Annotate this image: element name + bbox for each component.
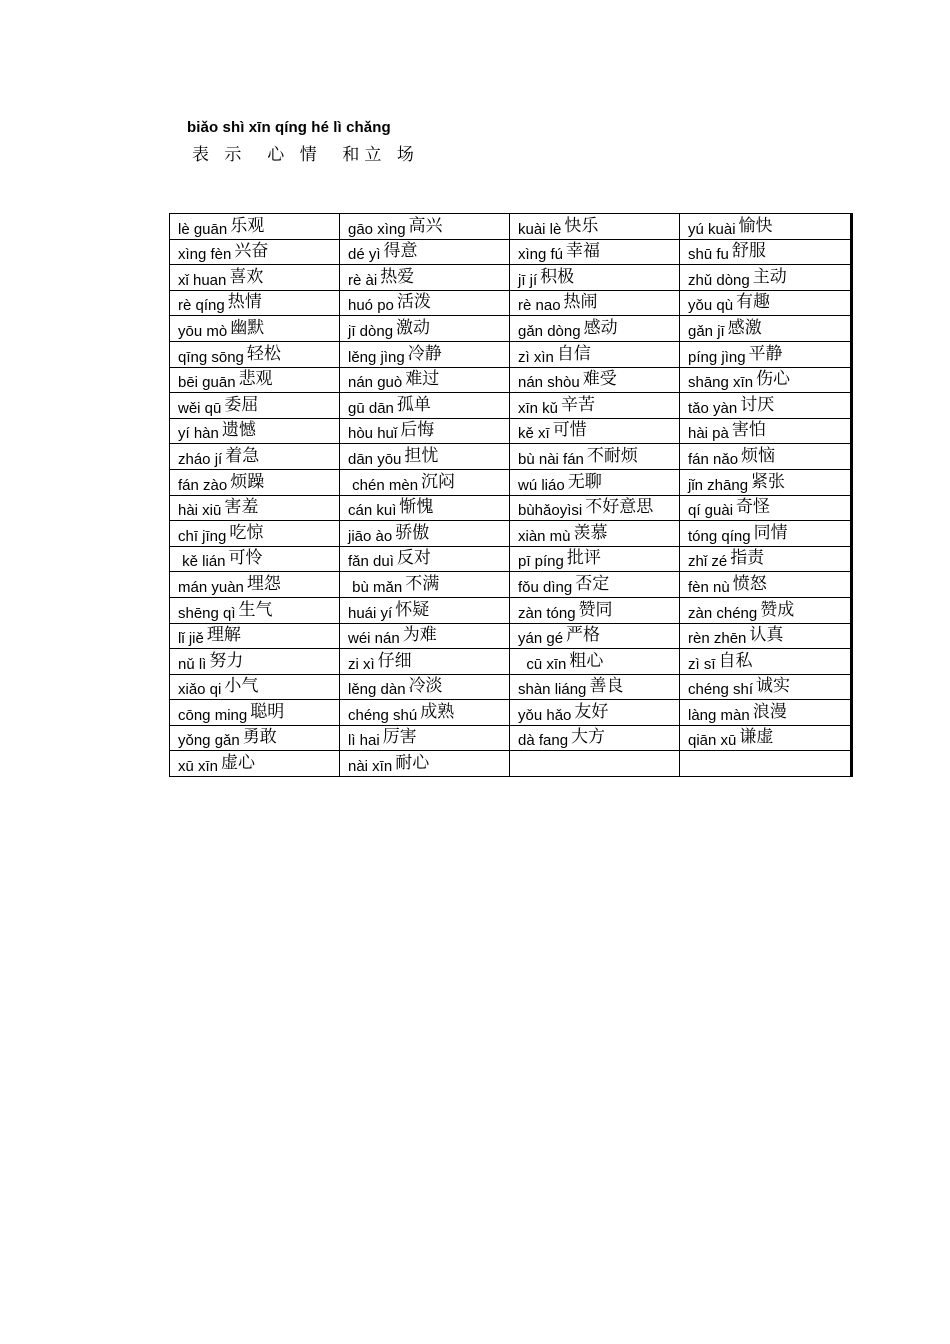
word-pinyin: zhǐ zé	[688, 553, 728, 571]
vocab-cell	[170, 546, 340, 572]
word-pinyin: xìng fèn	[178, 246, 232, 264]
word-hanzi: 赞同	[578, 599, 613, 620]
word-hanzi: 赞成	[760, 599, 795, 620]
word-hanzi: 愤怒	[732, 573, 767, 594]
word-hanzi: 不好意思	[585, 497, 654, 518]
word-pinyin: zì xìn	[518, 348, 554, 366]
vocab-cell	[340, 674, 510, 700]
word-pinyin: shū fu	[688, 246, 729, 264]
word-pinyin: rè nao	[518, 297, 561, 315]
word-pinyin: shàn liáng	[518, 681, 587, 699]
word-pinyin: huái yí	[348, 604, 393, 622]
vocab-cell	[680, 393, 852, 419]
word-pinyin: gāo xìng	[348, 220, 406, 238]
table-row	[170, 290, 852, 316]
vocab-cell	[680, 751, 852, 777]
word-hanzi: 平静	[748, 343, 783, 364]
word-hanzi: 委屈	[224, 394, 259, 415]
word-pinyin: bēi guān	[178, 374, 236, 392]
word-hanzi: 自私	[718, 650, 753, 671]
word-pinyin: jǐn zhāng	[688, 476, 749, 494]
vocab-cell	[340, 495, 510, 521]
vocab-cell	[680, 469, 852, 495]
word-pinyin: yōu mò	[178, 322, 228, 340]
word-pinyin: làng màn	[688, 706, 750, 724]
word-hanzi: 担忧	[404, 445, 439, 466]
word-hanzi: 活泼	[396, 292, 431, 313]
word-pinyin: chéng shí	[688, 681, 754, 699]
vocab-cell	[680, 597, 852, 623]
vocab-cell	[340, 418, 510, 444]
word-hanzi: 诚实	[756, 676, 791, 697]
word-hanzi: 奇怪	[736, 497, 771, 518]
word-hanzi: 惭愧	[399, 497, 434, 518]
word-pinyin: jiāo ào	[348, 527, 393, 545]
table-row	[170, 239, 852, 265]
word-pinyin: fán nǎo	[688, 450, 739, 468]
word-hanzi: 生气	[238, 599, 273, 620]
vocab-cell	[680, 572, 852, 598]
word-hanzi: 害羞	[224, 497, 259, 518]
word-hanzi: 怀疑	[395, 599, 430, 620]
table-row	[170, 444, 852, 470]
vocab-cell	[510, 290, 680, 316]
word-pinyin: gǎn jī	[688, 322, 725, 340]
vocab-cell	[170, 239, 340, 265]
word-hanzi: 幽默	[230, 317, 265, 338]
vocab-cell	[340, 367, 510, 393]
word-pinyin: rè ài	[348, 271, 378, 289]
vocab-cell	[510, 393, 680, 419]
word-pinyin: qí guài	[688, 502, 734, 520]
word-hanzi: 虚心	[221, 753, 256, 774]
word-pinyin: kě lián	[178, 553, 226, 571]
vocab-cell	[170, 316, 340, 342]
word-pinyin: kě xī	[518, 425, 550, 443]
table-row	[170, 623, 852, 649]
word-hanzi: 烦恼	[741, 445, 776, 466]
word-hanzi: 后悔	[400, 420, 435, 441]
vocab-cell	[680, 700, 852, 726]
vocab-cell	[510, 316, 680, 342]
word-pinyin: xīn kǔ	[518, 399, 559, 417]
vocab-cell	[340, 265, 510, 291]
word-hanzi: 害怕	[731, 420, 766, 441]
word-pinyin: yǒu hǎo	[518, 706, 572, 724]
vocab-cell	[170, 393, 340, 419]
vocab-cell	[340, 316, 510, 342]
vocab-cell	[170, 674, 340, 700]
word-pinyin: nǔ lì	[178, 655, 207, 673]
word-hanzi: 无聊	[567, 471, 602, 492]
word-hanzi: 难过	[405, 369, 440, 390]
word-hanzi: 指责	[730, 548, 765, 569]
vocab-cell	[340, 700, 510, 726]
vocab-cell	[680, 623, 852, 649]
word-pinyin: huó po	[348, 297, 394, 315]
word-hanzi: 兴奋	[234, 241, 269, 262]
word-pinyin: zàn chéng	[688, 604, 758, 622]
word-pinyin: xìng fú	[518, 246, 564, 264]
word-pinyin: mán yuàn	[178, 578, 244, 596]
vocab-cell	[170, 751, 340, 777]
vocab-cell	[340, 341, 510, 367]
word-pinyin: bùhǎoyìsi	[518, 502, 583, 520]
word-hanzi: 同情	[753, 522, 788, 543]
word-pinyin: jī jí	[518, 271, 538, 289]
vocab-cell	[340, 649, 510, 675]
word-pinyin: zàn tóng	[518, 604, 576, 622]
vocab-cell	[680, 239, 852, 265]
table-row	[170, 597, 852, 623]
word-pinyin: fán zào	[178, 476, 228, 494]
vocab-cell	[680, 674, 852, 700]
word-pinyin: xū xīn	[178, 758, 219, 776]
vocab-cell	[170, 572, 340, 598]
word-pinyin: wěi qū	[178, 399, 222, 417]
word-hanzi: 热情	[227, 292, 262, 313]
table-row	[170, 495, 852, 521]
word-hanzi: 积极	[540, 266, 575, 287]
vocab-cell	[680, 316, 852, 342]
word-hanzi: 紧张	[751, 471, 786, 492]
vocab-cell	[680, 444, 852, 470]
word-hanzi: 感动	[583, 317, 618, 338]
word-pinyin: yǒu qù	[688, 297, 734, 315]
vocab-cell	[170, 469, 340, 495]
word-hanzi: 不耐烦	[586, 445, 638, 466]
word-hanzi: 小气	[224, 676, 259, 697]
word-hanzi: 愉快	[738, 215, 773, 236]
word-hanzi: 沉闷	[421, 471, 456, 492]
vocab-cell	[510, 367, 680, 393]
word-pinyin: dà fang	[518, 732, 569, 750]
word-hanzi: 辛苦	[561, 394, 596, 415]
word-hanzi: 自信	[556, 343, 591, 364]
vocab-cell	[170, 521, 340, 547]
vocab-cell	[510, 214, 680, 240]
table-row	[170, 521, 852, 547]
word-hanzi: 埋怨	[246, 573, 281, 594]
word-pinyin: shāng xīn	[688, 374, 754, 392]
word-pinyin: fǒu dìng	[518, 578, 573, 596]
word-pinyin: chén mèn	[348, 476, 419, 494]
vocab-cell	[510, 495, 680, 521]
vocab-cell	[340, 521, 510, 547]
word-pinyin: xiàn mù	[518, 527, 571, 545]
vocab-cell	[340, 444, 510, 470]
word-hanzi: 谦虚	[739, 727, 774, 748]
table-row	[170, 700, 852, 726]
table-row	[170, 367, 852, 393]
vocab-cell	[510, 265, 680, 291]
word-pinyin: gū dān	[348, 399, 394, 417]
vocab-cell	[170, 444, 340, 470]
vocab-cell	[170, 649, 340, 675]
vocabulary-table	[169, 213, 853, 777]
word-pinyin: chéng shú	[348, 706, 418, 724]
word-hanzi: 幸福	[566, 241, 601, 262]
word-pinyin: lǐ jiě	[178, 630, 204, 648]
table-row	[170, 649, 852, 675]
word-hanzi: 得意	[383, 241, 418, 262]
vocab-cell	[340, 597, 510, 623]
table-row	[170, 546, 852, 572]
vocab-cell	[510, 623, 680, 649]
word-pinyin: shēng qì	[178, 604, 236, 622]
word-hanzi: 严格	[566, 625, 601, 646]
word-hanzi: 高兴	[408, 215, 443, 236]
word-pinyin: wéi nán	[348, 630, 400, 648]
vocab-cell	[170, 214, 340, 240]
word-pinyin: nán guò	[348, 374, 403, 392]
vocab-cell	[510, 725, 680, 751]
word-pinyin: wú liáo	[518, 476, 565, 494]
word-hanzi: 反对	[396, 548, 431, 569]
word-hanzi: 喜欢	[229, 266, 264, 287]
word-hanzi: 厉害	[382, 727, 417, 748]
vocab-cell	[170, 700, 340, 726]
word-pinyin: qīng sōng	[178, 348, 244, 366]
vocab-cell	[510, 239, 680, 265]
word-pinyin: lè guān	[178, 220, 228, 238]
word-hanzi: 批评	[566, 548, 601, 569]
word-hanzi: 轻松	[246, 343, 281, 364]
word-hanzi: 善良	[589, 676, 624, 697]
table-row	[170, 341, 852, 367]
word-pinyin: dān yōu	[348, 450, 402, 468]
word-pinyin: fǎn duì	[348, 553, 394, 571]
word-pinyin: tǎo yàn	[688, 399, 738, 417]
word-hanzi: 吃惊	[229, 522, 264, 543]
vocab-cell	[680, 418, 852, 444]
word-hanzi: 感激	[727, 317, 762, 338]
vocab-cell	[510, 521, 680, 547]
word-hanzi: 勇敢	[242, 727, 277, 748]
table-row	[170, 725, 852, 751]
table-row	[170, 418, 852, 444]
vocab-cell	[510, 649, 680, 675]
vocab-cell	[510, 469, 680, 495]
vocab-cell	[680, 214, 852, 240]
table-row	[170, 572, 852, 598]
vocab-cell	[340, 290, 510, 316]
word-pinyin: cōng ming	[178, 706, 248, 724]
word-hanzi: 有趣	[736, 292, 771, 313]
table-row	[170, 265, 852, 291]
word-pinyin: jī dòng	[348, 322, 394, 340]
word-pinyin: rè qíng	[178, 297, 225, 315]
word-pinyin: xiǎo qi	[178, 681, 222, 699]
word-pinyin: bù mǎn	[348, 578, 403, 596]
vocab-cell	[680, 521, 852, 547]
vocab-cell	[170, 265, 340, 291]
word-pinyin: gǎn dòng	[518, 322, 581, 340]
word-hanzi: 可怜	[228, 548, 263, 569]
word-pinyin: xǐ huan	[178, 271, 227, 289]
word-hanzi: 乐观	[230, 215, 265, 236]
word-hanzi: 仔细	[377, 650, 412, 671]
vocab-cell	[510, 751, 680, 777]
vocab-cell	[680, 265, 852, 291]
vocab-cell	[340, 725, 510, 751]
word-pinyin: bù nài fán	[518, 450, 584, 468]
table-row	[170, 316, 852, 342]
vocab-cell	[170, 418, 340, 444]
word-hanzi: 冷淡	[408, 676, 443, 697]
vocab-cell	[170, 290, 340, 316]
word-hanzi: 羡慕	[573, 522, 608, 543]
word-pinyin: cū xīn	[518, 655, 567, 673]
vocab-cell	[340, 469, 510, 495]
word-hanzi: 难受	[582, 369, 617, 390]
word-pinyin: zi xì	[348, 655, 375, 673]
page-title-hanzi: 表 示 心 情 和立 场	[192, 145, 419, 165]
vocab-cell	[680, 290, 852, 316]
word-hanzi: 粗心	[569, 650, 604, 671]
word-hanzi: 否定	[575, 573, 610, 594]
vocab-cell	[340, 572, 510, 598]
vocab-cell	[680, 495, 852, 521]
word-hanzi: 认真	[749, 625, 784, 646]
word-hanzi: 成熟	[420, 701, 455, 722]
word-hanzi: 伤心	[756, 369, 791, 390]
vocab-cell	[680, 649, 852, 675]
word-pinyin: hài xiū	[178, 502, 222, 520]
word-pinyin: cán kuì	[348, 502, 397, 520]
table-row	[170, 469, 852, 495]
word-hanzi: 悲观	[238, 369, 273, 390]
vocab-cell	[340, 623, 510, 649]
word-hanzi: 主动	[752, 266, 787, 287]
vocab-cell	[340, 751, 510, 777]
word-hanzi: 激动	[396, 317, 431, 338]
word-pinyin: lì hai	[348, 732, 380, 750]
word-hanzi: 为难	[402, 625, 437, 646]
word-pinyin: lěng dàn	[348, 681, 406, 699]
word-hanzi: 快乐	[564, 215, 599, 236]
vocab-cell	[170, 367, 340, 393]
word-pinyin: qiān xū	[688, 732, 737, 750]
vocab-cell	[340, 546, 510, 572]
table-row	[170, 393, 852, 419]
word-hanzi: 骄傲	[395, 522, 430, 543]
vocab-cell	[170, 341, 340, 367]
vocab-cell	[510, 597, 680, 623]
vocab-cell	[510, 418, 680, 444]
vocab-cell	[680, 546, 852, 572]
word-pinyin: yí hàn	[178, 425, 219, 443]
word-pinyin: yǒng gǎn	[178, 732, 240, 750]
table-row	[170, 674, 852, 700]
word-hanzi: 不满	[405, 573, 440, 594]
word-pinyin: zì sī	[688, 655, 716, 673]
word-hanzi: 理解	[206, 625, 241, 646]
word-pinyin: hài pà	[688, 425, 729, 443]
vocab-cell	[510, 572, 680, 598]
word-hanzi: 浪漫	[752, 701, 787, 722]
vocab-cell	[510, 700, 680, 726]
word-pinyin: fèn nù	[688, 578, 730, 596]
word-hanzi: 冷静	[407, 343, 442, 364]
vocabulary-table-body	[170, 214, 852, 777]
vocab-cell	[170, 597, 340, 623]
word-pinyin: tóng qíng	[688, 527, 751, 545]
word-hanzi: 大方	[571, 727, 606, 748]
table-row	[170, 214, 852, 240]
table-row	[170, 751, 852, 777]
vocab-cell	[510, 546, 680, 572]
word-hanzi: 友好	[574, 701, 609, 722]
vocab-cell	[680, 725, 852, 751]
word-pinyin: dé yì	[348, 246, 381, 264]
word-pinyin: nán shòu	[518, 374, 580, 392]
word-pinyin: hòu huǐ	[348, 425, 398, 443]
word-hanzi: 聪明	[250, 701, 285, 722]
vocab-cell	[170, 725, 340, 751]
vocab-cell	[680, 367, 852, 393]
vocab-cell	[510, 341, 680, 367]
word-pinyin: yán gé	[518, 630, 564, 648]
word-hanzi: 孤单	[396, 394, 431, 415]
word-hanzi: 舒服	[731, 241, 766, 262]
word-pinyin: zháo jí	[178, 450, 223, 468]
word-pinyin: chī jīng	[178, 527, 227, 545]
word-pinyin: nài xīn	[348, 758, 393, 776]
vocab-cell	[680, 341, 852, 367]
word-pinyin: yú kuài	[688, 220, 736, 238]
word-pinyin: pī píng	[518, 553, 564, 571]
word-hanzi: 努力	[209, 650, 244, 671]
word-pinyin: rèn zhēn	[688, 630, 747, 648]
word-hanzi: 讨厌	[740, 394, 775, 415]
vocab-cell	[510, 674, 680, 700]
word-pinyin: zhǔ dòng	[688, 271, 750, 289]
vocab-cell	[170, 623, 340, 649]
word-hanzi: 遗憾	[221, 420, 256, 441]
word-hanzi: 热爱	[380, 266, 415, 287]
word-hanzi: 烦躁	[230, 471, 265, 492]
word-hanzi: 热闹	[563, 292, 598, 313]
word-hanzi: 着急	[225, 445, 260, 466]
vocab-cell	[340, 239, 510, 265]
word-hanzi: 耐心	[395, 753, 430, 774]
word-hanzi: 可惜	[552, 420, 587, 441]
vocab-cell	[340, 214, 510, 240]
vocab-cell	[170, 495, 340, 521]
vocab-cell	[510, 444, 680, 470]
word-pinyin: lěng jìng	[348, 348, 405, 366]
word-pinyin: píng jìng	[688, 348, 746, 366]
page-title-pinyin: biǎo shì xīn qíng hé lì chǎng	[187, 119, 391, 136]
word-pinyin: kuài lè	[518, 220, 562, 238]
vocab-cell	[340, 393, 510, 419]
